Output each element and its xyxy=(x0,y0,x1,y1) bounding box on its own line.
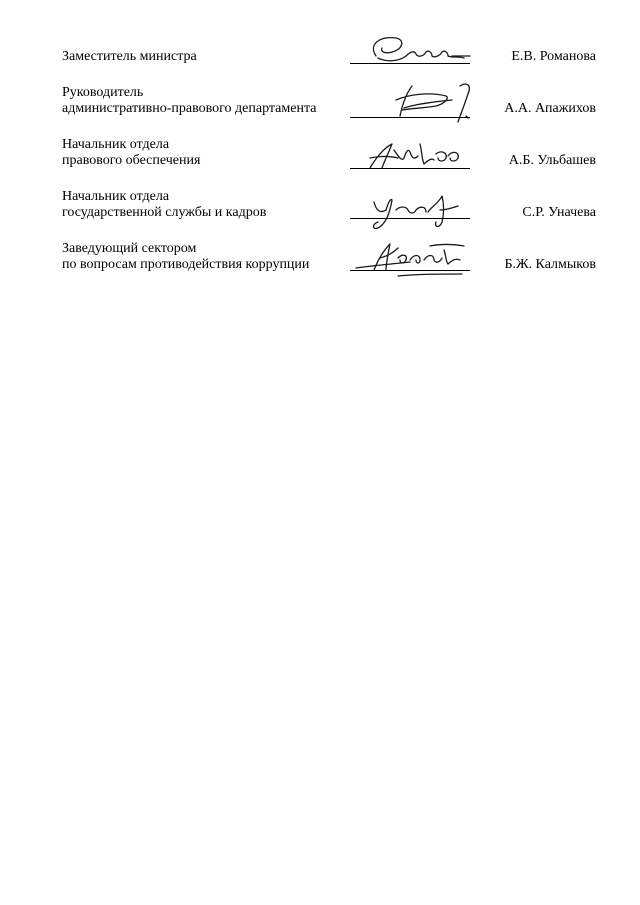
signatory-name: А.Б. Ульбашев xyxy=(508,153,596,168)
signatory-title xyxy=(62,137,200,169)
signatory-title xyxy=(62,189,266,221)
signatory-name: А.А. Апажихов xyxy=(504,101,596,116)
signature-line xyxy=(350,63,470,64)
signatory-title-line: Заведующий сектором xyxy=(62,241,197,256)
signatory-title-line: административно-правового департамента xyxy=(62,101,317,116)
signatory-title xyxy=(62,241,309,273)
signatory-name: Е.В. Романова xyxy=(511,49,596,64)
signatory-title-line: Руководитель xyxy=(62,85,144,100)
signatory-title-line: государственной службы и кадров xyxy=(62,205,267,220)
handwritten-signature-icon xyxy=(340,78,480,128)
signature-line xyxy=(350,117,470,118)
signatory-title-line: по вопросам противодействия коррупции xyxy=(62,257,310,272)
signature-line xyxy=(350,168,470,169)
handwritten-signature-icon xyxy=(340,234,480,284)
handwritten-signature-icon xyxy=(340,184,480,234)
signatory-name: Б.Ж. Калмыков xyxy=(504,257,596,272)
signatory-title xyxy=(62,49,197,65)
signatory-title-line: Заместитель министра xyxy=(62,49,197,64)
signatory-name: С.Р. Уначева xyxy=(522,205,596,220)
handwritten-signature-icon xyxy=(340,130,480,180)
signatory-title-line: Начальник отдела xyxy=(62,189,170,204)
signature-line xyxy=(350,270,470,271)
signatory-title xyxy=(62,85,316,117)
signatory-title-line: Начальник отдела xyxy=(62,137,170,152)
signatory-title-line: правового обеспечения xyxy=(62,153,201,168)
handwritten-signature-icon xyxy=(340,26,480,76)
signature-line xyxy=(350,218,470,219)
